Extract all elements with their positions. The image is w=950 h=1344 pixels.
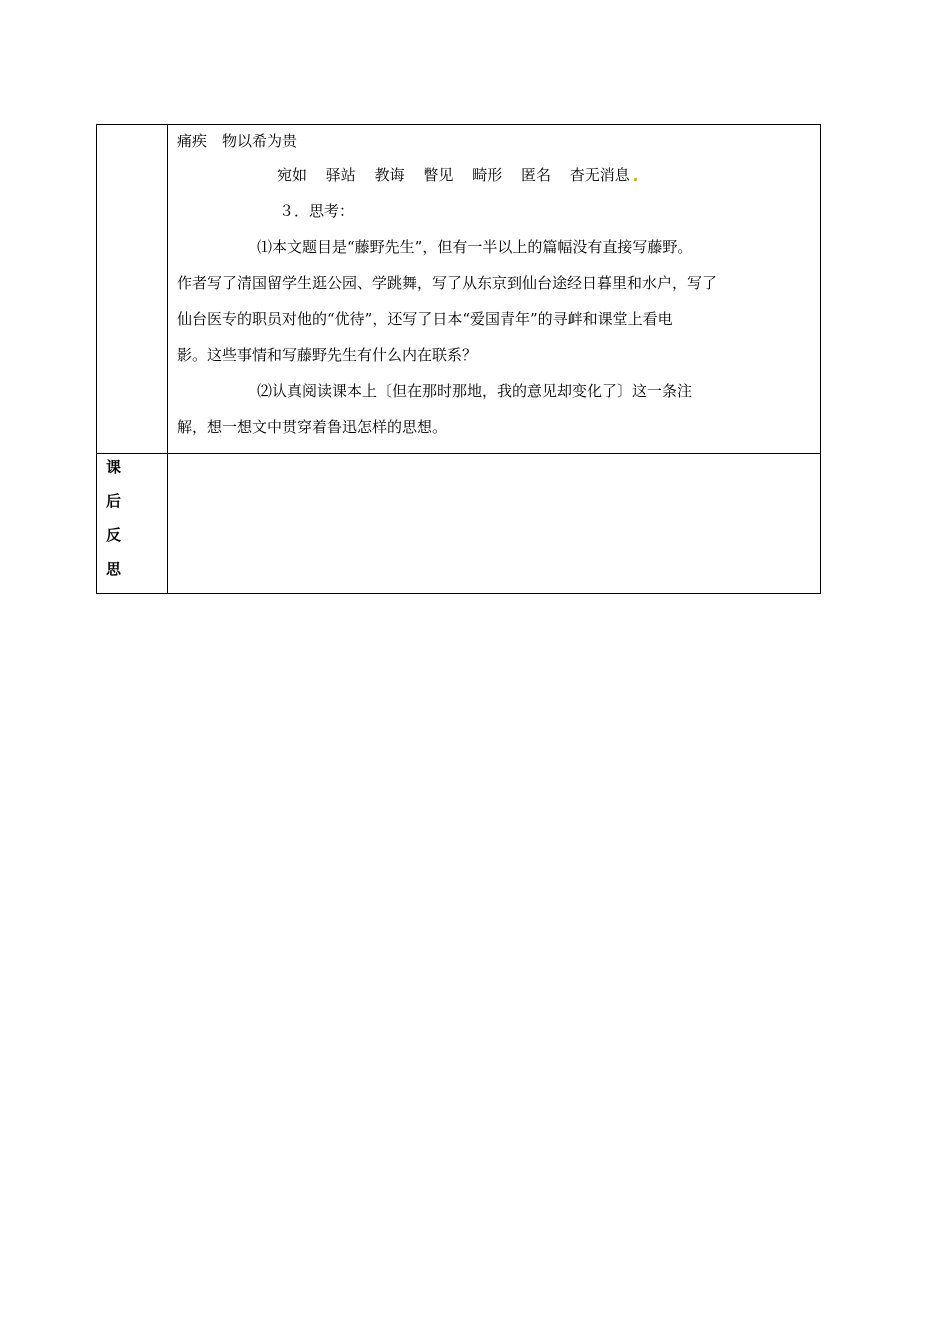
question-2-line: ⑵认真阅读课本上〔但在那时那地，我的意见却变化了〕这一条注 <box>257 382 693 400</box>
vocab-word: 匿名 <box>520 166 551 184</box>
table-row <box>97 454 821 594</box>
reflection-label-cell <box>97 454 168 594</box>
vocab-word: 瞥见 <box>423 166 454 184</box>
vocab-word: 杳无消息 <box>569 166 630 184</box>
vocabulary-line <box>177 165 812 201</box>
label-char: 课 <box>106 458 122 476</box>
vocab-word: 宛如 <box>277 166 308 184</box>
question-1-line: 作者写了清国留学生逛公园、学跳舞，写了从东京到仙台途经日暮里和水户，写了 <box>177 274 718 292</box>
table-row <box>97 125 821 454</box>
content-cell <box>168 125 821 454</box>
section-heading: ３．思考： <box>279 202 355 220</box>
question-1-line: 仙台医专的职员对他的“优待”，还写了日本“爱国青年”的寻衅和课堂上看电 <box>177 310 673 328</box>
empty-label-cell <box>97 125 168 454</box>
label-char: 后 <box>106 492 122 510</box>
vocab-word: 教诲 <box>374 166 405 184</box>
label-char: 思 <box>106 560 122 578</box>
dot-mark <box>634 178 637 181</box>
question-1-line: ⑴本文题目是“藤野先生”，但有一半以上的篇幅没有直接写藤野。 <box>257 238 693 256</box>
reflection-content-cell <box>168 454 821 594</box>
vocab-word: 驿站 <box>325 166 356 184</box>
question-2-line: 解，想一想文中贯穿着鲁迅怎样的思想。 <box>177 418 448 436</box>
lesson-table <box>96 124 821 594</box>
label-char: 反 <box>106 526 122 544</box>
vocab-word: 畸形 <box>472 166 503 184</box>
question-1-line: 影。这些事情和写藤野先生有什么内在联系？ <box>177 346 478 364</box>
text-line: 痛疾 物以希为贵 <box>177 132 298 150</box>
